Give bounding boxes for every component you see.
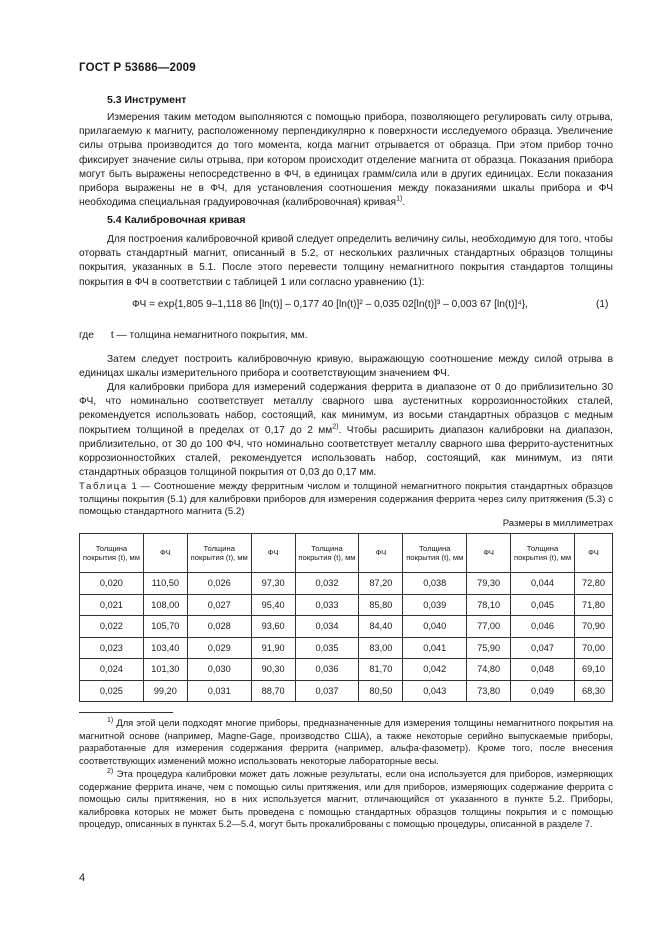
header-cell: Толщина покрытия (t), мм [403,534,467,573]
thickness-cell: 0,033 [295,594,359,616]
thickness-cell: 0,042 [403,659,467,681]
thickness-cell: 0,031 [187,680,251,702]
document-header: ГОСТ Р 53686—2009 [79,62,196,74]
header-cell: ФЧ [359,534,403,573]
thickness-cell: 0,029 [187,637,251,659]
footnote-divider [79,712,173,713]
ferrite-number-cell: 110,50 [143,573,187,595]
footnote-ref-2: 2) [332,423,339,431]
section-5-4-paragraph-2 [79,353,613,381]
ferrite-number-cell: 93,60 [251,616,295,638]
thickness-cell: 0,039 [403,594,467,616]
footnote-1-mark: 1) [107,716,114,724]
footnote-1 [79,717,613,767]
thickness-cell: 0,025 [80,680,144,702]
thickness-cell: 0,044 [511,573,575,595]
section-5-3-text: Измерения таким методом выполняются с помощью прибора, позволяющего регулировать силу отрыва, прилагаемую к магниту, расположенному перпендикулярно к поверхности исследуемого образца. Увеличение силы отрыва производится до того момента, когда магнит отрывается от образца. При этом прибор точно фиксирует значение силы отрыва, при котором происходит отделение магнита от образца. Показания прибора могут быть выражены непосредственно в ФЧ, в единицах грамм/сила или в других единицах. Если показания прибора выражены не в ФЧ, для установления соотношения между показаниями шкалы прибора и ФЧ необходима специальная градуировочная (калибровочная) кривая [79,112,613,209]
thickness-cell: 0,026 [187,573,251,595]
ferrite-number-cell: 72,80 [574,573,612,595]
table-row [80,573,613,595]
header-cell: Толщина покрытия (t), мм [80,534,144,573]
ferrite-number-cell: 97,30 [251,573,295,595]
thickness-cell: 0,046 [511,616,575,638]
thickness-cell: 0,049 [511,680,575,702]
section-5-4-title: 5.4 Калибровочная кривая [107,214,246,226]
thickness-cell: 0,032 [295,573,359,595]
ferrite-number-cell: 70,00 [574,637,612,659]
section-5-4-paragraph-1 [79,233,613,290]
thickness-cell: 0,045 [511,594,575,616]
ferrite-number-cell: 85,80 [359,594,403,616]
section-5-3-paragraph [79,111,613,210]
ferrite-number-cell: 70,90 [574,616,612,638]
footnote-2 [79,768,613,831]
equation-1: ФЧ = exp{1,805 9–1,118 86 [ln(t)] – 0,177 40 [ln(t)]² – 0,035 02[ln(t)]³ – 0,003 67 [ln(t)]⁴}, [132,299,528,310]
footnote-ref-1: 1) [396,195,403,203]
section-5-4-text-1: Для построения калибровочной кривой следует определить величину силы, необходимую для того, чтобы оторвать стандартный магнит, описанный в 5.2, от нескольких различных стандартных образцов толщины покрытия, указанных в 5.1. После этого перевести толщину немагнитного покрытия стандартов толщины покрытия в ФЧ в соответствии с таблицей 1 или согласно уравнению (1): [79,234,613,288]
ferrite-number-cell: 87,20 [359,573,403,595]
footnote-2-text: Эта процедура калибровки может дать ложные результаты, если она используется для приборов, измеряющих содержание феррита иначе, чем с помощью силы притяжения, или для приборов, измеряющих содержание феррита с помощью силы притяжения, но в них используется магнит, отличающийся от указанного в пункте 5.2. Приборы, калибровка которых не может быть проведена с помощью стандартных образцов толщины покрытия и с помощью процедур, описанных в пунктах 5.2—5.4, могут быть прокалиброваны с помощью процедуры, описанной в разделе 7. [79,768,613,830]
thickness-cell: 0,034 [295,616,359,638]
thickness-cell: 0,020 [80,573,144,595]
ferrite-number-cell: 75,90 [467,637,511,659]
header-cell: ФЧ [467,534,511,573]
thickness-cell: 0,024 [80,659,144,681]
equation-legend: где t — толщина немагнитного покрытия, мм. [79,330,308,341]
ferrite-number-cell: 80,50 [359,680,403,702]
header-cell: Толщина покрытия (t), мм [187,534,251,573]
section-5-4-text-3: Для калибровки прибора для измерений содержания феррита в диапазоне от 0 до приблизительно 30 ФЧ, что номинально соответствует металлу сварного шва аустенитных коррозионностойких сталей, рекомендуется использовать набор, состоящий, как минимум, из восьми стандартных образцов с медным покрытием толщиной в пределах от 0,17 до 2 мм [79,382,613,436]
thickness-cell: 0,047 [511,637,575,659]
thickness-cell: 0,023 [80,637,144,659]
section-5-3-text-end: . [402,197,406,209]
ferrite-number-cell: 73,80 [467,680,511,702]
table-header-row [80,534,613,573]
footnote-1-text: Для этой цели подходят многие приборы, предназначенные для измерения толщины немагнитного покрытия на магнитной основе (например, Magne-Gage, производство США), а также некоторые серийно выпускаемые приборы, разработанные для измерения содержания феррита (например, альфа-фазометр). Кроме того, после внесения соответствующих изменений можно использовать некоторые лабораторные весы. [79,717,613,766]
section-5-3-title: 5.3 Инструмент [107,94,187,106]
table-row [80,616,613,638]
thickness-cell: 0,040 [403,616,467,638]
ferrite-number-cell: 68,30 [574,680,612,702]
thickness-cell: 0,038 [403,573,467,595]
ferrite-number-cell: 71,80 [574,594,612,616]
thickness-cell: 0,041 [403,637,467,659]
table-row [80,680,613,702]
table-caption [79,481,613,519]
thickness-cell: 0,037 [295,680,359,702]
ferrite-number-cell: 95,40 [251,594,295,616]
header-cell: ФЧ [251,534,295,573]
ferrite-number-cell: 83,00 [359,637,403,659]
thickness-cell: 0,035 [295,637,359,659]
ferrite-number-cell: 101,30 [143,659,187,681]
footnote-2-mark: 2) [107,767,114,775]
ferrite-number-cell: 77,00 [467,616,511,638]
page-number: 4 [79,872,86,884]
table-row [80,594,613,616]
ferrite-number-cell: 108,00 [143,594,187,616]
header-cell: Толщина покрытия (t), мм [295,534,359,573]
ferrite-number-cell: 81,70 [359,659,403,681]
thickness-cell: 0,036 [295,659,359,681]
table-caption-label: Таблица [79,481,128,492]
thickness-cell: 0,028 [187,616,251,638]
ferrite-number-cell: 99,20 [143,680,187,702]
table-row [80,637,613,659]
section-5-4-text-3-end: . Чтобы расширить диапазон калибровки на диапазон, приблизительно, от 30 до 100 ФЧ, что номинально соответствует металлу сварного шва феррито-аустенитных коррозионностойких сталей, рекомендуется использовать набор, состоящий, как минимум, из пяти стандартных образцов толщиной покрытия от 0,03 до 0,17 мм. [79,424,613,479]
thickness-cell: 0,022 [80,616,144,638]
ferrite-number-cell: 69,10 [574,659,612,681]
ferrite-number-cell: 78,10 [467,594,511,616]
thickness-cell: 0,043 [403,680,467,702]
ferrite-number-cell: 79,30 [467,573,511,595]
ferrite-number-cell: 84,40 [359,616,403,638]
thickness-cell: 0,027 [187,594,251,616]
section-5-4-paragraph-3 [79,381,613,480]
ferrite-number-cell: 74,80 [467,659,511,681]
header-cell: Толщина покрытия (t), мм [511,534,575,573]
calibration-table [79,533,613,702]
table-caption-text: 1 — Соотношение между ферритным числом и толщиной немагнитного покрытия стандартных образцов толщины покрытия (5.1) для калибровки приборов для измерения содержания феррита через силу притяжения (5.3) с помощью стандартного магнита (5.2) [79,481,613,518]
ferrite-number-cell: 90,30 [251,659,295,681]
equation-number: (1) [596,299,609,310]
table-units-note: Размеры в миллиметрах [502,518,613,529]
thickness-cell: 0,021 [80,594,144,616]
ferrite-number-cell: 91,90 [251,637,295,659]
ferrite-number-cell: 88,70 [251,680,295,702]
ferrite-number-cell: 105,70 [143,616,187,638]
ferrite-number-cell: 103,40 [143,637,187,659]
section-5-4-text-2: Затем следует построить калибровочную кривую, выражающую соотношение между силой отрыва в единицах шкалы измерительного прибора и соответствующим значением ФЧ. [79,354,613,380]
table-row [80,659,613,681]
thickness-cell: 0,048 [511,659,575,681]
thickness-cell: 0,030 [187,659,251,681]
header-cell: ФЧ [574,534,612,573]
header-cell: ФЧ [143,534,187,573]
